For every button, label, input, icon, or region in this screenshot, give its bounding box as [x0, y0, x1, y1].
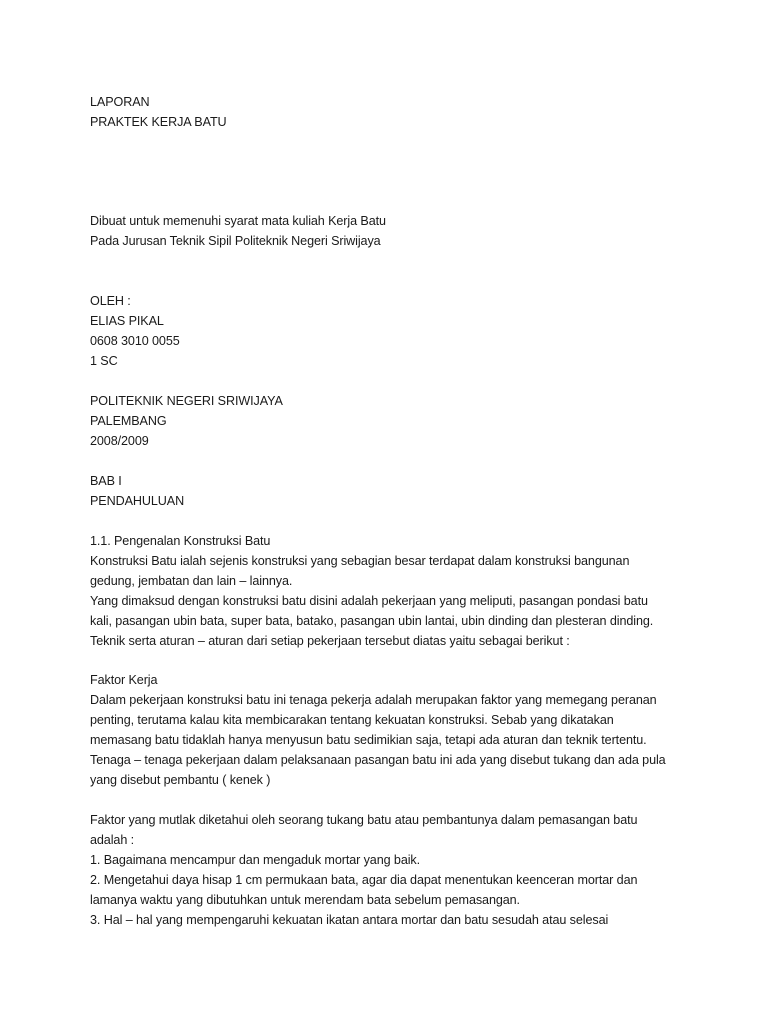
list-item-continuation: lamanya waktu yang dibutuhkan untuk merendam bata sebelum pemasangan.: [90, 893, 520, 907]
purpose-line: Dibuat untuk memenuhi syarat mata kuliah Kerja Batu: [90, 214, 386, 228]
paragraph-line: Teknik serta aturan – aturan dari setiap pekerjaan tersebut diatas yaitu sebagai berikut :: [90, 634, 570, 648]
paragraph-line: Yang dimaksud dengan konstruksi batu disini adalah pekerjaan yang meliputi, pasangan pondasi batu: [90, 594, 648, 608]
purpose-line: Pada Jurusan Teknik Sipil Politeknik Negeri Sriwijaya: [90, 234, 381, 248]
paragraph-line: adalah :: [90, 833, 135, 847]
author-name: ELIAS PIKAL: [90, 314, 164, 328]
paragraph-line: gedung, jembatan dan lain – lainnya.: [90, 574, 293, 588]
subsection-heading: Faktor Kerja: [90, 673, 158, 687]
academic-year: 2008/2009: [90, 434, 149, 448]
report-label: LAPORAN: [90, 95, 150, 109]
student-id: 0608 3010 0055: [90, 334, 180, 348]
report-title: PRAKTEK KERJA BATU: [90, 115, 227, 129]
paragraph-line: Dalam pekerjaan konstruksi batu ini tenaga pekerja adalah merupakan faktor yang memegang peranan: [90, 693, 657, 707]
list-item: 3. Hal – hal yang mempengaruhi kekuatan ikatan antara mortar dan batu sesudah atau selesai: [90, 913, 609, 927]
institution-city: PALEMBANG: [90, 414, 167, 428]
paragraph-line: yang disebut pembantu ( kenek ): [90, 773, 271, 787]
institution-name: POLITEKNIK NEGERI SRIWIJAYA: [90, 394, 283, 408]
paragraph-line: penting, terutama kalau kita membicarakan tentang kekuatan konstruksi. Sebab yang dikatakan: [90, 713, 614, 727]
paragraph-line: memasang batu tidaklah hanya menyusun batu sedimikian saja, tetapi ada aturan dan teknik tertentu.: [90, 733, 647, 747]
section-heading: 1.1. Pengenalan Konstruksi Batu: [90, 534, 271, 548]
by-label: OLEH :: [90, 294, 131, 308]
chapter-number: BAB I: [90, 474, 122, 488]
student-class: 1 SC: [90, 354, 118, 368]
chapter-title: PENDAHULUAN: [90, 494, 185, 508]
list-item: 1. Bagaimana mencampur dan mengaduk mortar yang baik.: [90, 853, 421, 867]
list-item: 2. Mengetahui daya hisap 1 cm permukaan bata, agar dia dapat menentukan keenceran mortar dan: [90, 873, 638, 887]
paragraph-line: Faktor yang mutlak diketahui oleh seorang tukang batu atau pembantunya dalam pemasangan batu: [90, 813, 638, 827]
paragraph-line: kali, pasangan ubin bata, super bata, batako, pasangan ubin lantai, ubin dinding dan plesteran dinding.: [90, 614, 654, 628]
paragraph-line: Konstruksi Batu ialah sejenis konstruksi yang sebagian besar terdapat dalam konstruksi bangunan: [90, 554, 630, 568]
paragraph-line: Tenaga – tenaga pekerjaan dalam pelaksanaan pasangan batu ini ada yang disebut tukang dan ada pula: [90, 753, 666, 767]
